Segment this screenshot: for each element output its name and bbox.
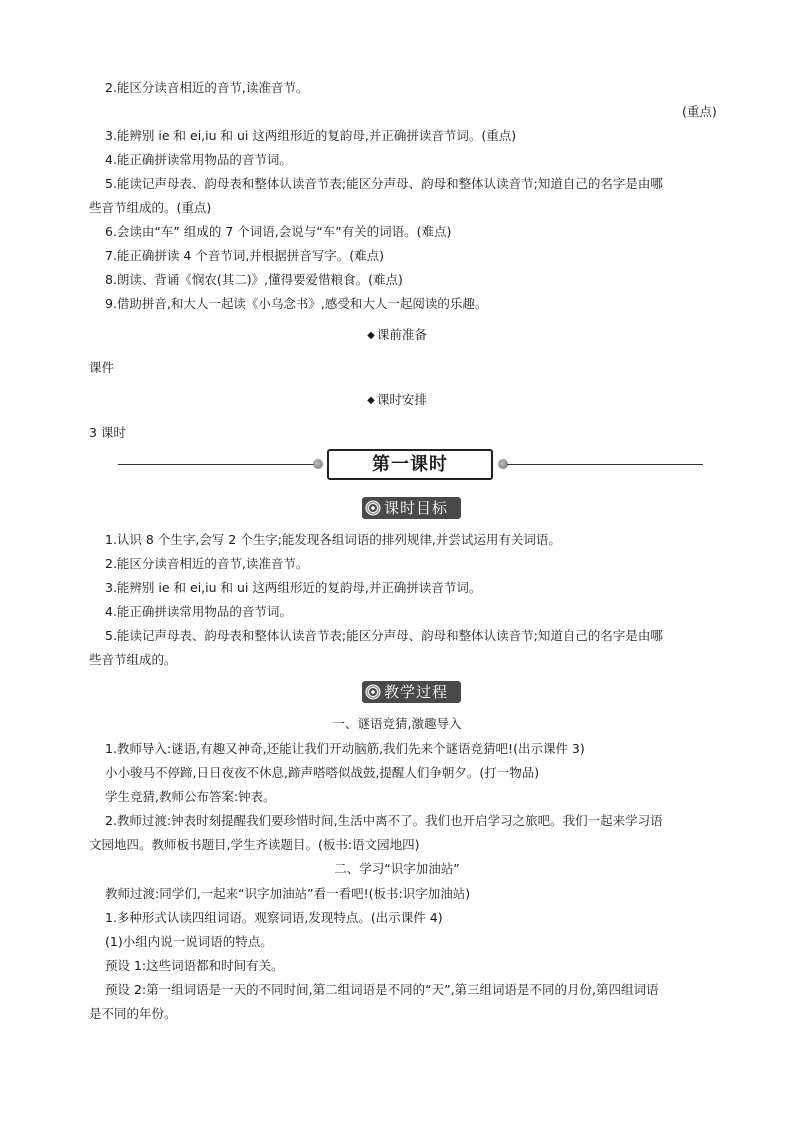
section2-line: 1.多种形式认读四组词语。观察词语,发现特点。(出示课件 4) [105, 910, 443, 925]
goal-line-3: 3.能辨别 ie 和 ei,iu 和 ui 这两组形近的复韵母,并正确拼读音节词。(重点) [105, 128, 517, 143]
section2-line: 是不同的年份。 [89, 1006, 177, 1021]
section1-line: 1.教师导入:谜语,有趣又神奇,还能让我们开动脑筋,我们先来个谜语竞猜吧!(出示课件 3) [105, 741, 585, 756]
goal-line-7: 7.能正确拼读 4 个音节词,并根据拼音写字。(难点) [105, 248, 385, 263]
target-icon [365, 500, 381, 516]
section1-line: 学生竞猜,教师公布答案:钟表。 [105, 789, 276, 804]
lesson-goal-4: 4.能正确拼读常用物品的音节词。 [105, 604, 292, 619]
goal-line-2: 2.能区分读音相近的音节,读准音节。 [105, 80, 309, 95]
section1-title: 一、谜语竞猜,激趣导入 [332, 716, 462, 731]
section1-line: 文园地四。教师板书题目,学生齐读题目。(板书:语文园地四) [89, 837, 420, 852]
section1-line: 2.教师过渡:钟表时刻提醒我们要珍惜时间,生活中离不了。我们也开启学习之旅吧。我们一起来学习语 [105, 813, 663, 828]
process-badge [362, 681, 461, 703]
prep-content: 课件 [89, 360, 115, 375]
section2-line: 教师过渡:同学们,一起来“识字加油站”看一看吧!(板书:识字加油站) [105, 886, 471, 901]
prep-heading [0, 327, 794, 345]
prep-heading-text: 课前准备 [376, 327, 427, 342]
goal-line-5-cont: 些音节组成的。(重点) [89, 200, 212, 215]
goal-line-9: 9.借助拼音,和大人一起读《小乌念书》,感受和大人一起阅读的乐趣。 [105, 296, 488, 311]
section2-line: 预设 1:这些词语都和时间有关。 [105, 958, 284, 973]
lesson-goal-2: 2.能区分读音相近的音节,读准音节。 [105, 556, 309, 571]
goal-line-8: 8.朗读、背诵《悯农(其二)》,懂得要爱惜粮食。(难点) [105, 272, 403, 287]
schedule-heading-text: 课时安排 [376, 392, 427, 407]
banner-rule-left [118, 464, 318, 465]
goal-line-5: 5.能读记声母表、韵母表和整体认读音节表;能区分声母、韵母和整体认读音节;知道自己的名字是由哪 [105, 176, 663, 191]
banner-dot-left [313, 459, 323, 469]
lesson-goals-badge-text: 课时目标 [384, 499, 449, 517]
diamond-icon: ◆ [367, 395, 375, 406]
section2-line: (1)小组内说一说词语的特点。 [105, 934, 273, 949]
lesson-banner: 第一课时 [327, 449, 493, 480]
process-badge-text: 教学过程 [384, 683, 449, 701]
section1-line: 小小骏马不停蹄,日日夜夜不休息,蹄声嗒嗒似战鼓,提醒人们争朝夕。(打一物品) [105, 765, 540, 780]
schedule-content: 3 课时 [89, 425, 126, 440]
goal-line-4: 4.能正确拼读常用物品的音节词。 [105, 152, 292, 167]
goal-key-marker: (重点) [682, 104, 717, 119]
lesson-goals-badge [362, 497, 461, 519]
section2-line: 预设 2:第一组词语是一天的不同时间,第二组词语是不同的“天”,第三组词语是不同的月份,第四组词语 [105, 982, 659, 997]
lesson-goal-3: 3.能辨别 ie 和 ei,iu 和 ui 这两组形近的复韵母,并正确拼读音节词。 [105, 580, 482, 595]
lesson-goal-1: 1.认识 8 个生字,会写 2 个生字;能发现各组词语的排列规律,并尝试运用有关词语。 [105, 532, 561, 547]
banner-rule-right [507, 464, 703, 465]
target-icon [365, 684, 381, 700]
section2-title: 二、学习“识字加油站” [334, 861, 460, 876]
lesson-goal-5: 5.能读记声母表、韵母表和整体认读音节表;能区分声母、韵母和整体认读音节;知道自己的名字是由哪 [105, 628, 663, 643]
schedule-heading [0, 392, 794, 410]
goal-line-6: 6.会读由“车” 组成的 7 个词语,会说与“车”有关的词语。(难点) [105, 224, 452, 239]
lesson-goal-5-cont: 些音节组成的。 [89, 652, 177, 667]
diamond-icon: ◆ [367, 330, 375, 341]
